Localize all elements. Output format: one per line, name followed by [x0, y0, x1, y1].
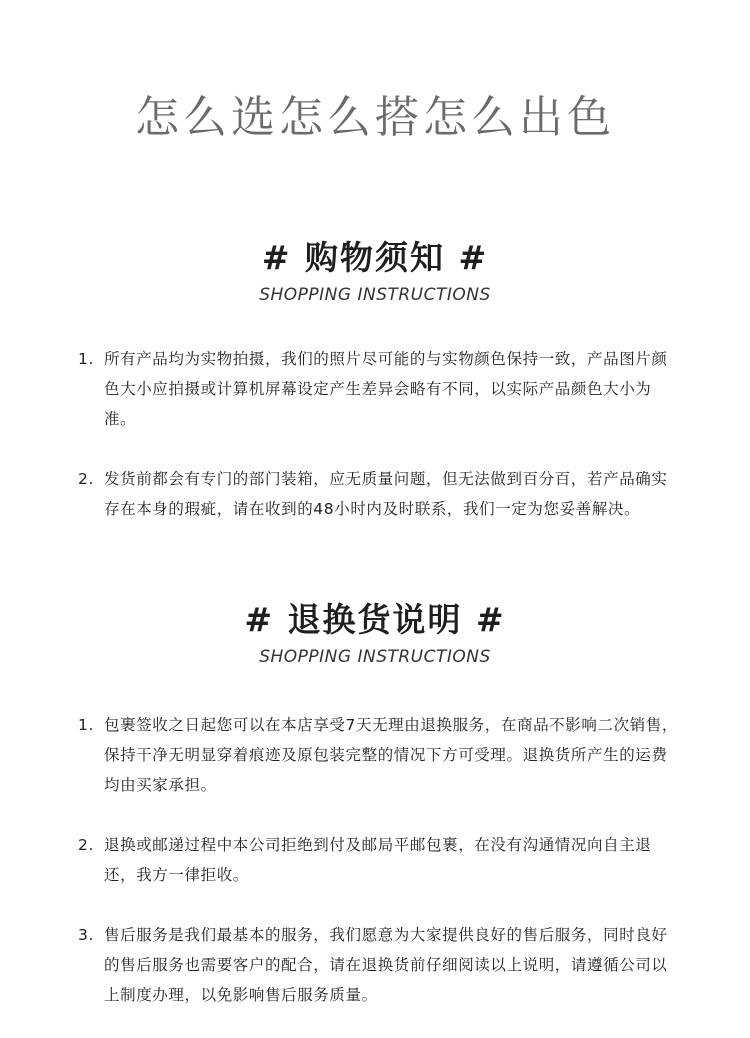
return-policy-header — [0, 598, 750, 668]
return-policy-list — [78, 710, 678, 1010]
item-number: 1. — [78, 350, 94, 368]
return-policy-subheading: SHOPPING INSTRUCTIONS — [259, 647, 491, 667]
list-item — [78, 830, 678, 890]
item-number: 3. — [78, 926, 94, 944]
item-text: 售后服务是我们最基本的服务，我们愿意为大家提供良好的售后服务，同时良好的售后服务也需要客户的配合，请在退换货前仔细阅读以上说明，请遵循公司以上制度办理，以免影响售后服务质量。 — [104, 926, 668, 1004]
shopping-instructions-subheading: SHOPPING INSTRUCTIONS — [259, 285, 491, 305]
list-item — [78, 920, 678, 1010]
item-number: 2. — [78, 836, 94, 854]
shopping-instructions-heading: # 购物须知 # — [261, 238, 489, 277]
shopping-instructions-header — [0, 236, 750, 306]
item-text: 退换或邮递过程中本公司拒绝到付及邮局平邮包裹，在没有沟通情况向自主退还，我方一律拒收。 — [104, 836, 652, 884]
item-text: 包裹签收之日起您可以在本店享受7天无理由退换服务，在商品不影响二次销售，保持干净无明显穿着痕迹及原包装完整的情况下方可受理。退换货所产生的运费均由买家承担。 — [104, 716, 678, 794]
item-text: 发货前都会有专门的部门装箱，应无质量问题，但无法做到百分百，若产品确实存在本身的瑕疵，请在收到的48小时内及时联系，我们一定为您妥善解决。 — [104, 470, 668, 518]
list-item — [78, 344, 678, 434]
shopping-instructions-list — [78, 344, 678, 524]
list-item — [78, 710, 678, 800]
item-number: 2. — [78, 470, 94, 488]
item-number: 1. — [78, 716, 94, 734]
item-text: 所有产品均为实物拍摄，我们的照片尽可能的与实物颜色保持一致，产品图片颜色大小应拍摄或计算机屏幕设定产生差异会略有不同，以实际产品颜色大小为准。 — [104, 350, 668, 428]
hero-title: 怎么选怎么搭怎么出色 — [135, 92, 615, 143]
list-item — [78, 464, 678, 524]
return-policy-heading: # 退换货说明 # — [244, 600, 506, 639]
